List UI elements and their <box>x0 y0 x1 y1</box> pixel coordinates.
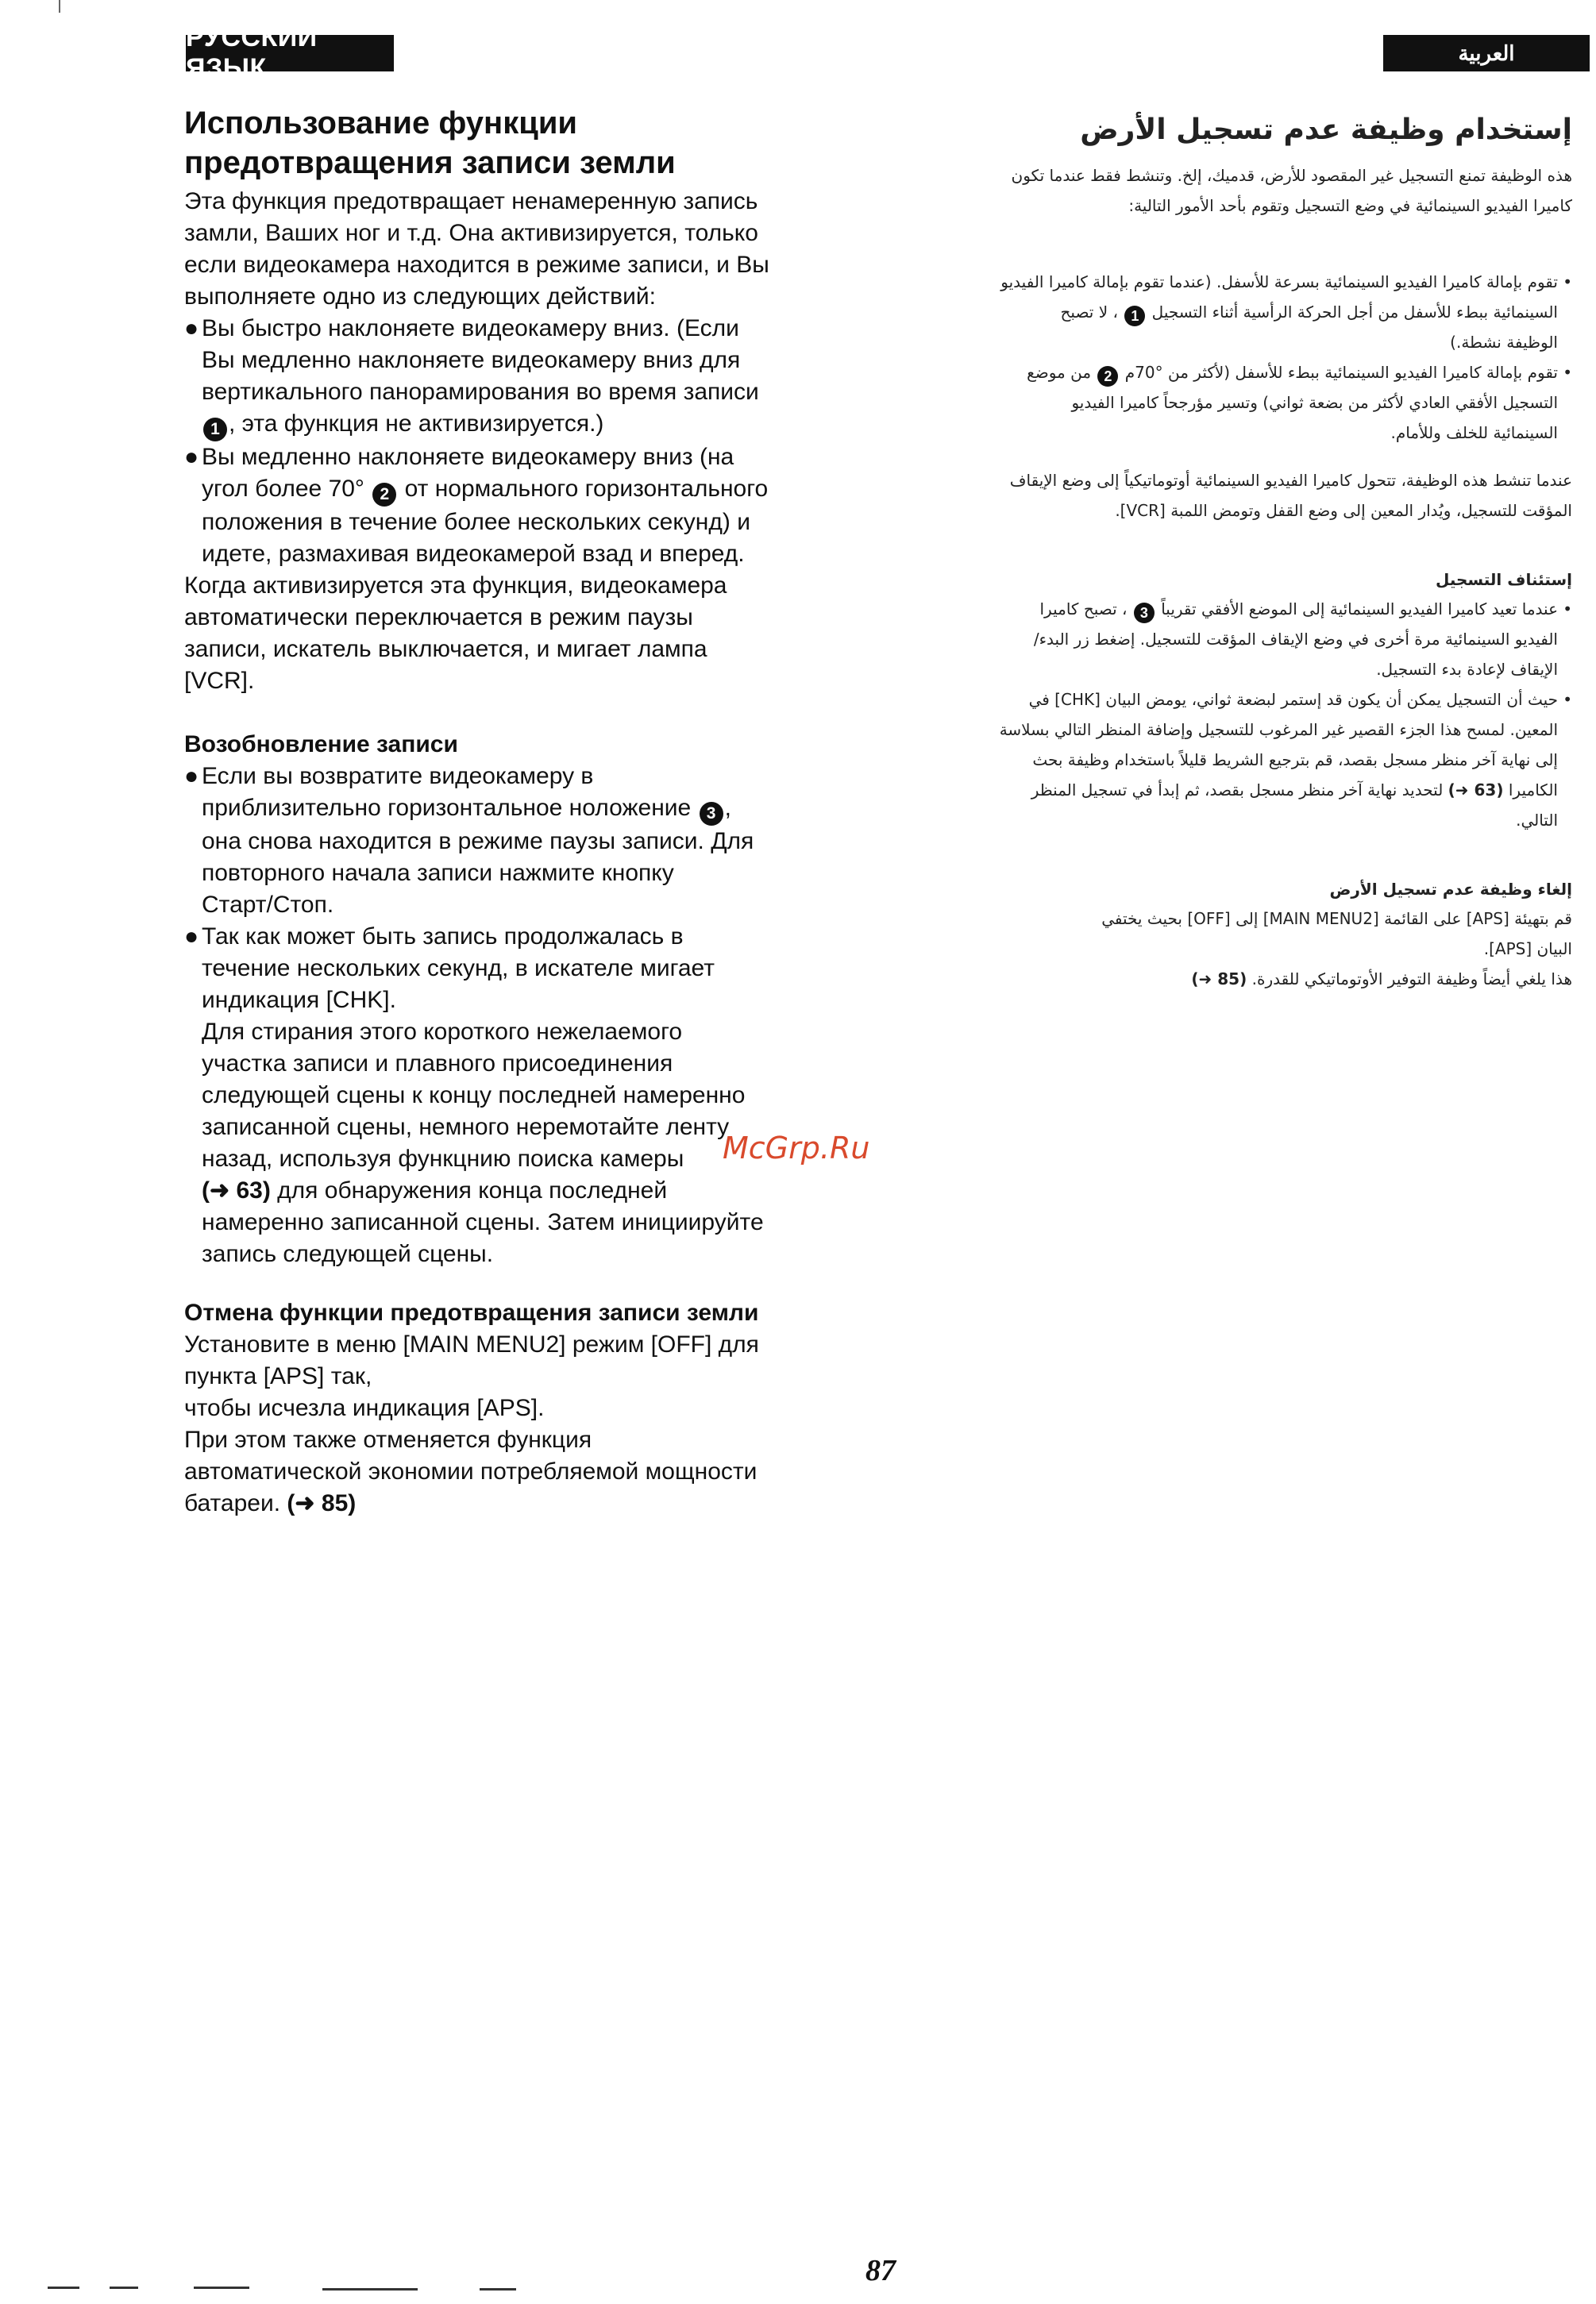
circled-number-1-icon: 1 <box>203 418 227 441</box>
scan-corner-mark <box>59 0 60 13</box>
ru-bullet-fast-tilt: ● Вы быстро наклоняете видеокамеру вниз. (Если Вы медленно наклоняете видеокамеру вниз для вертикального панорамирования во время записи 1 , эта функция не активизируется.) <box>184 313 843 441</box>
russian-column <box>184 103 843 1520</box>
ru-page-ref-85: (➜ 85) <box>287 1490 357 1516</box>
ar-resume-heading: إستئناف التسجيل <box>1435 570 1572 589</box>
ru-bullet-return-horizontal: ● Если вы возвратите видеокамеру в приблизительно горизонтальное ноложение 3 , она снова находится в режиме паузы записи. Для повторного начала записи нажмите кнопку Старт/Стоп. <box>184 763 754 918</box>
ar-activation-text: عندما تنشط هذه الوظيفة، تتحول كاميرا الفيديو السينمائية أوتوماتيكياً إلى وضع الإيقاف المؤقت للتسجيل، ويُدار المعين إلى وضع القفل وتومض اللمبة [VCR]. <box>1009 471 1572 520</box>
arabic-column <box>937 111 1572 994</box>
ar-intro: هذه الوظيفة تمنع التسجيل غير المقصود للأرض، قدميك، إلخ. وتنشط فقط عندما تكون كاميرا الفيديو السينمائية في وضع التسجيل وتقوم بأحد الأمور التالية: <box>1011 166 1572 215</box>
circled-number-2-icon: 2 <box>372 483 396 507</box>
ar-cancel-text: قم بتهيئة [APS] على القائمة [MAIN MENU2] إلى [OFF] بحيث يختفي البيان [APS]. هذا يلغي أيضاً وظيفة التوفير الأوتوماتيكي للقدرة. (➜ 85) <box>1101 909 1572 988</box>
ru-title: Использование функции предотвращения записи земли <box>184 106 676 180</box>
ru-cancel-heading: Отмена функции предотвращения записи земли <box>184 1300 759 1326</box>
ar-page-ref-63: (➜ 63) <box>1448 780 1504 799</box>
ru-resume-heading: Возобновление записи <box>184 731 458 757</box>
scan-edge-line <box>48 2287 79 2289</box>
ar-bullet-fast-tilt: • تقوم بإمالة كاميرا الفيديو السينمائية بسرعة للأسفل. (عندما تقوم بإمالة كاميرا الفيديو السينمائية ببطء للأسفل من أجل الحركة الرأسية أثناء التسجيل 1 ، لا تصبح الوظيفة نشطة.) <box>1000 272 1572 352</box>
ar-circled-number-1-icon: 1 <box>1124 306 1145 326</box>
scan-edge-line <box>322 2288 418 2291</box>
ru-intro: Эта функция предотвращает ненамеренную запись замли, Ваших ног и т.д. Она активизируется, только если видеокамера находится в режиме записи, и Вы выполняете одно из следующих действий: <box>184 188 769 310</box>
ar-page-ref-85: (➜ 85) <box>1191 969 1247 988</box>
scan-edge-line <box>480 2288 516 2291</box>
ru-page-ref-63: (➜ 63) <box>202 1177 271 1204</box>
ar-cancel-heading: إلغاء وظيفة عدم تسجيل الأرض <box>1329 880 1572 899</box>
ar-bullet-slow-tilt: • تقوم بإمالة كاميرا الفيديو السينمائية ببطء للأسفل (لأكثر من °70م 2 من موضع التسجيل الأفقي العادي لأكثر من بضعة ثواني) وتسير مؤرجحاً كاميرا الفيديو السينمائية للخلف وللأمام. <box>1027 363 1572 442</box>
ar-bullet-return-horizontal: • عندما تعيد كاميرا الفيديو السينمائية إلى الموضع الأفقي تقريباً 3 ، تصبح كاميرا الفيديو السينمائية مرة أخرى في وضع الإيقاف المؤقت للتسجيل. إضغط زر البدء/ الإيقاف لإعادة بدء التسجيل. <box>1033 599 1572 679</box>
watermark: McGrp.Ru <box>723 1131 870 1165</box>
scan-edge-line <box>194 2287 249 2289</box>
ar-bullet-chk: • حيث أن التسجيل يمكن أن يكون قد إستمر لبضعة ثواني، يومض البيان [CHK] في المعين. لمسح هذا الجزء القصير غير المرغوب للتسجيل وإضافة المنظر التالي بسلاسة إلى نهاية آخر منظر مسجل بقصد، قم بترجيع الشريط قليلاً باستخدام وظيفة بحث الكاميرا (➜ 63) لتحديد نهاية آخر منظر مسجل بقصد، ثم إبدأ في تسجيل المنظر التالي. <box>999 690 1572 830</box>
ar-circled-number-3-icon: 3 <box>1134 603 1155 623</box>
page-number: 87 <box>865 2254 896 2287</box>
scan-edge-line <box>110 2287 138 2289</box>
ru-activation-text: Когда активизируется эта функция, видеокамера автоматически переключается в режим паузы записи, искатель выключается, и мигает лампа [VCR]. <box>184 572 727 694</box>
circled-number-3-icon: 3 <box>700 802 723 826</box>
arabic-language-tab: العربية <box>1383 35 1590 71</box>
russian-language-tab: РУССКИЙ ЯЗЫК <box>186 35 394 71</box>
ru-bullet-chk: ● Так как может быть запись продолжалась в течение нескольких секунд, в искателе мигает индикация [CHK]. Для стирания этого короткого нежелаемого участка записи и плавного присоединения следующей сцены к концу последней намеренно записанной сцены, немного неремотайте ленту назад, используя функцнию поиска камеры (➜ 63) для обнаружения конца последней намеренно записанной сцены. Затем инициируйте запись следующей сцены. <box>184 923 764 1267</box>
ar-title: إستخدام وظيفة عدم تسجيل الأرض <box>1080 114 1572 146</box>
ru-cancel-text: Установите в меню [MAIN MENU2] режим [OFF] для пункта [APS] так, чтобы исчезла индикация [APS]. При этом также отменяется функция автоматической экономии потребляемой мощности батареи. (➜ 85) <box>184 1331 759 1516</box>
ar-circled-number-2-icon: 2 <box>1097 366 1118 387</box>
ru-bullet-slow-tilt: ● Вы медленно наклоняете видеокамеру вниз (на угол более 70° 2 от нормального горизонтального положения в течение более нескольких секунд) и идете, размахивая видеокамерой взад и вперед. <box>184 444 769 567</box>
